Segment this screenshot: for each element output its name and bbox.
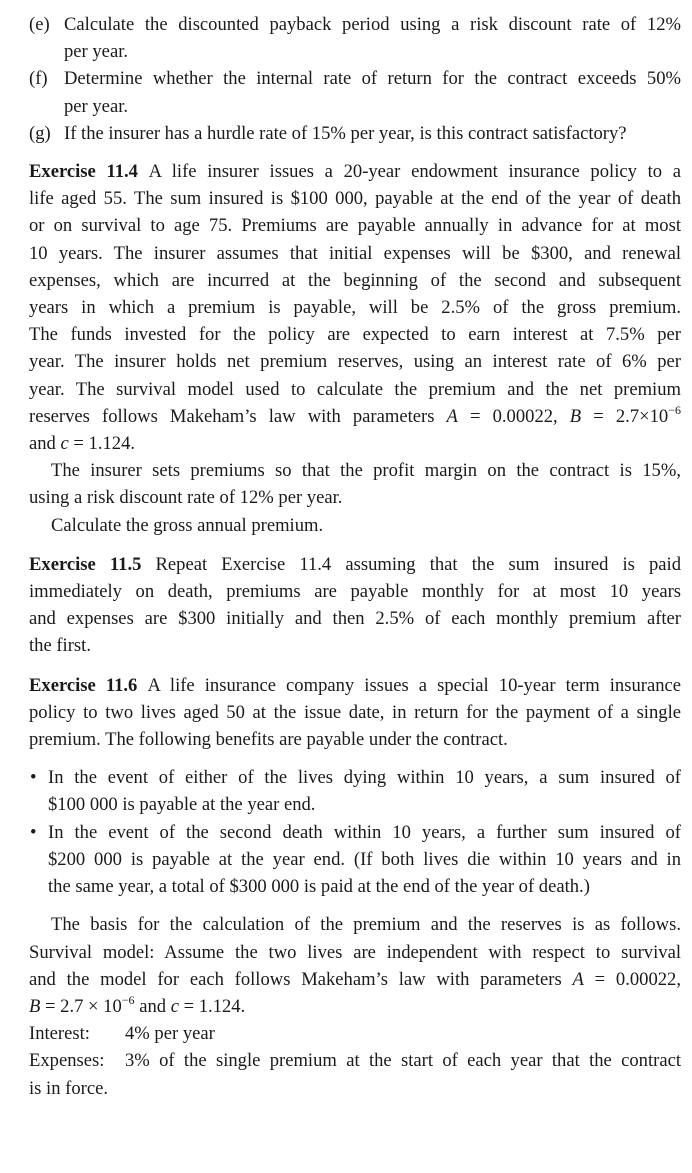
- text: In the event of either of the lives dying within 10 years, a sum insured of: [48, 767, 681, 789]
- text: 0.00022,: [492, 405, 570, 427]
- paragraph-line: [29, 966, 681, 993]
- paragraph-line: and expenses are $300 initially and then 2.5% of each monthly premium after: [29, 608, 681, 630]
- text: In the event of the second death within 10 years, a further sum insured of: [48, 821, 681, 843]
- text: A life insurance company issues a special 10-year term insurance: [147, 674, 682, 696]
- part-text: per year.: [64, 41, 129, 63]
- paragraph-line: the first.: [29, 635, 91, 657]
- basis-row-interest: [29, 1020, 681, 1047]
- exponent: −6: [121, 992, 135, 1007]
- basis-label: Expenses:: [29, 1050, 105, 1072]
- text: and: [134, 995, 171, 1017]
- basis-row-expenses: [29, 1047, 681, 1074]
- paragraph-line: is in force.: [29, 1077, 108, 1099]
- part-text: per year.: [64, 95, 129, 117]
- part-text: Determine whether the internal rate of return for the contract exceeds 50%: [64, 68, 681, 90]
- paragraph-line: [29, 672, 681, 699]
- text: = 1.124.: [68, 433, 136, 455]
- math-var: A: [572, 968, 584, 990]
- bullet-icon: •: [30, 767, 37, 789]
- paragraph-line: [29, 403, 681, 430]
- text: and: [29, 433, 61, 455]
- part-f: [29, 65, 681, 119]
- paragraph-line: The basis for the calculation of the premium and the reserves is as follows.: [51, 914, 681, 936]
- paragraph-line: or on survival to age 75. Premiums are payable annually in advance for at most: [29, 215, 681, 237]
- text: $100 000 is payable at the year end.: [48, 794, 316, 816]
- text: = 2.7 × 10: [40, 995, 122, 1017]
- part-label: (f): [29, 68, 48, 90]
- math-var: B: [569, 405, 582, 427]
- basis-label: Interest:: [29, 1023, 90, 1045]
- paragraph-line: [29, 430, 681, 457]
- document-body: [29, 11, 681, 1102]
- part-e: [29, 11, 681, 65]
- text: 2.7×10: [615, 405, 669, 427]
- paragraph-line: Calculate the gross annual premium.: [51, 514, 324, 536]
- exercise-title: Exercise 11.6: [29, 674, 138, 696]
- paragraph-line: using a risk discount rate of 12% per year.: [29, 487, 343, 509]
- paragraph-line: immediately on death, premiums are payable monthly for at most 10 years: [29, 581, 681, 603]
- part-label: (e): [29, 14, 50, 35]
- paragraph-line: 10 years. The insurer assumes that initial expenses will be $300, and renewal: [29, 242, 681, 264]
- paragraph-line: [29, 158, 681, 185]
- list-item: [29, 819, 681, 901]
- text: = 0.00022,: [583, 968, 681, 990]
- part-g: [29, 120, 681, 147]
- text: reserves follows Makeham’s law with parameters: [29, 405, 447, 427]
- text: $200 000 is payable at the year end. (If both lives die within 10 years and in: [48, 848, 681, 870]
- part-text: If the insurer has a hurdle rate of 15% per year, is this contract satisfactory?: [64, 122, 627, 144]
- text: and the model for each follows Makeham’s law with parameters: [29, 968, 573, 990]
- bullet-icon: •: [30, 821, 37, 843]
- list-item: [29, 764, 681, 818]
- text: =: [457, 405, 493, 427]
- text: =: [581, 405, 616, 427]
- exercise-11-4: [29, 158, 681, 539]
- part-label: (g): [29, 122, 51, 144]
- paragraph-line: [29, 551, 681, 578]
- basis-value: 4% per year: [125, 1023, 215, 1045]
- math-var: B: [29, 995, 41, 1017]
- basis-value: 3% of the single premium at the start of each year that the contract: [125, 1050, 681, 1072]
- text: = 1.124.: [178, 995, 246, 1017]
- text: A life insurer issues a 20-year endowment insurance policy to a: [148, 161, 681, 183]
- paragraph-line: year. The insurer holds net premium reserves, using an interest rate of 6% per: [29, 351, 681, 373]
- paragraph-line: life aged 55. The sum insured is $100 000, payable at the end of the year of death: [29, 188, 681, 210]
- text: the same year, a total of $300 000 is paid at the end of the year of death.): [48, 876, 590, 898]
- paragraph-line: year. The survival model used to calculate the premium and the net premium: [29, 378, 681, 400]
- math-var: c: [170, 995, 179, 1017]
- math-var: A: [446, 405, 458, 427]
- paragraph-line: policy to two lives aged 50 at the issue date, in return for the payment of a single: [29, 701, 681, 723]
- paragraph-line: expenses, which are incurred at the beginning of the second and subsequent: [29, 269, 681, 291]
- exercise-11-6: [29, 672, 681, 1102]
- math-var: c: [60, 433, 69, 455]
- exponent: −6: [668, 402, 681, 417]
- paragraph-line: Survival model: Assume the two lives are independent with respect to survival: [29, 941, 681, 963]
- paragraph-line: The insurer sets premiums so that the profit margin on the contract is 15%,: [51, 460, 681, 482]
- part-text: Calculate the discounted payback period using a risk discount rate of 12%: [64, 14, 681, 35]
- text: Repeat Exercise 11.4 assuming that the sum insured is paid: [155, 553, 682, 575]
- paragraph-line: years in which a premium is payable, will be 2.5% of the gross premium.: [29, 297, 681, 319]
- exercise-11-5: [29, 551, 681, 660]
- paragraph-line: The funds invested for the policy are expected to earn interest at 7.5% per: [29, 324, 681, 346]
- paragraph-line: premium. The following benefits are payable under the contract.: [29, 729, 508, 751]
- exercise-title: Exercise 11.5: [29, 553, 142, 575]
- paragraph-line: [29, 993, 681, 1020]
- exercise-title: Exercise 11.4: [29, 161, 138, 183]
